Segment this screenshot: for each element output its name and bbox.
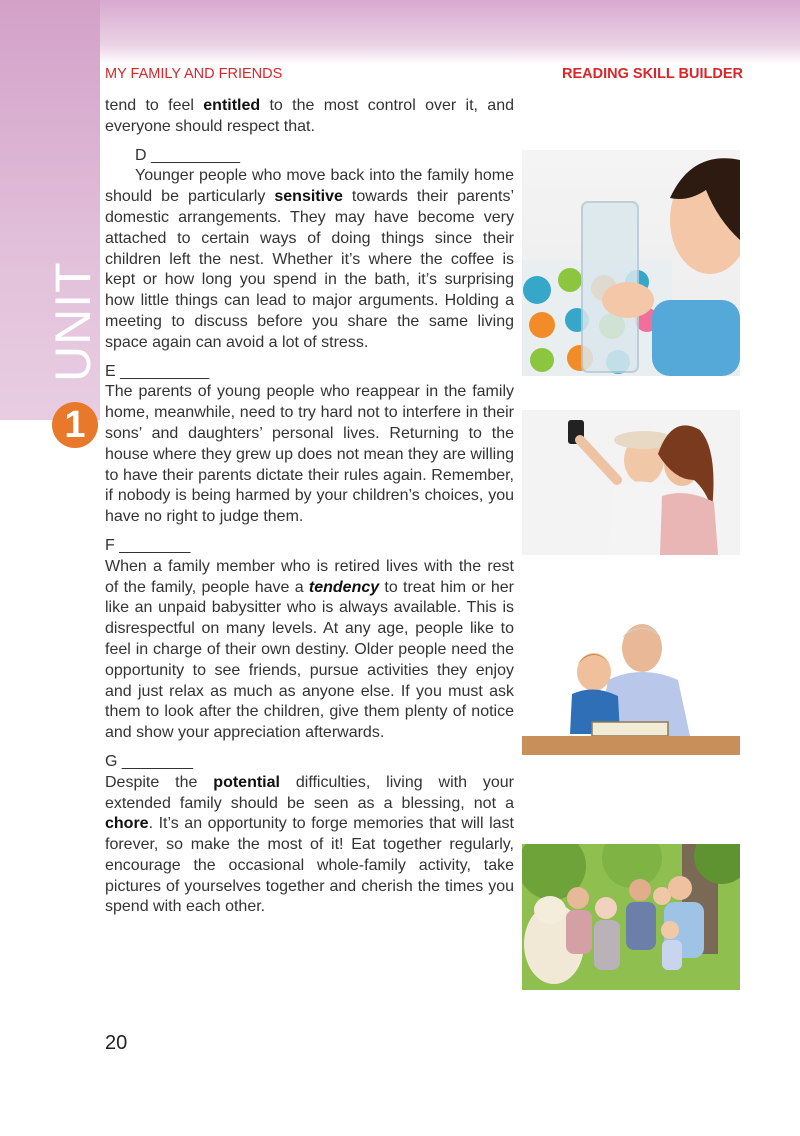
keyword-potential: potential: [213, 773, 280, 791]
paragraph-d: [105, 166, 514, 353]
article-text: [105, 96, 514, 918]
text-run: . It’s an opportunity to forge memories that will last forever, so make the most of it! Eat together regularly, encourage the occasional whole-family activity, take pictures of yourselves together and cherish the times you spend with each other.: [105, 815, 514, 916]
skill-title: READING SKILL BUILDER: [562, 66, 743, 82]
photo-grandfather-child: [522, 620, 740, 755]
photo-women-selfie: [522, 410, 740, 555]
intro-paragraph: [105, 96, 514, 138]
keyword-entitled: entitled: [203, 97, 261, 114]
text-run: Younger people who move back into the family home should be particularly: [105, 167, 514, 206]
text-run: When a family member who is retired lives with the rest of the family, people have a: [105, 557, 514, 596]
text-run: to the most control over it, and everyone should respect that.: [105, 97, 514, 135]
photo-child-drinking: [522, 150, 740, 376]
keyword-chore: chore: [105, 815, 149, 833]
paragraph-label-e: E __________: [105, 362, 210, 380]
paragraph-label-f: F ________: [105, 536, 191, 554]
unit-label: UNIT: [45, 261, 101, 382]
text-run: Despite the: [105, 773, 214, 791]
unit-number-badge: 1: [52, 402, 98, 448]
text-run: to treat him or her like an unpaid babysitter who is always available. This is disrespectful on many levels. At any age, people like to feel in charge of their own destiny. Older people need the opportunity to see friends, pursue activities they enjoy and just relax as much as anyone else. If you must ask them to look after the children, give them plenty of notice and show your appreciation afterwards.: [105, 578, 515, 742]
keyword-sensitive: sensitive: [274, 188, 343, 206]
paragraph-g: [105, 773, 514, 919]
keyword-tendency: tendency: [308, 578, 380, 596]
photo-family-park: [522, 844, 740, 990]
text-run: tend to feel: [105, 97, 204, 114]
text-run: difficulties, living with your extended family should be seen as a blessing, not a: [105, 773, 514, 812]
page-number: 20: [105, 1032, 128, 1054]
paragraph-f: [105, 557, 514, 744]
section-title: MY FAMILY AND FRIENDS: [105, 66, 283, 82]
paragraph-e: The parents of young people who reappear in the family home, meanwhile, need to try hard not to interfere in their sons’ and daughters’ personal lives. Returning to the house where they grew up does not mean they are willing to have their parents dictate their rules again. Remember, if nobody is being harmed by your children’s choices, you have no right to judge them.: [105, 383, 514, 526]
text-run: towards their parents’ domestic arrangements. They may have become very attached to certain ways of doing things since their children left the nest. Whether it’s where the coffee is kept or how long you spend in the bath, it’s surprising how little things can lead to major arguments. Holding a meeting to discuss before you share the same living space again can avoid a lot of stress.: [105, 188, 514, 351]
paragraph-label-g: G ________: [105, 752, 194, 770]
header-band: [0, 0, 800, 64]
paragraph-label-d: D __________: [135, 146, 240, 164]
